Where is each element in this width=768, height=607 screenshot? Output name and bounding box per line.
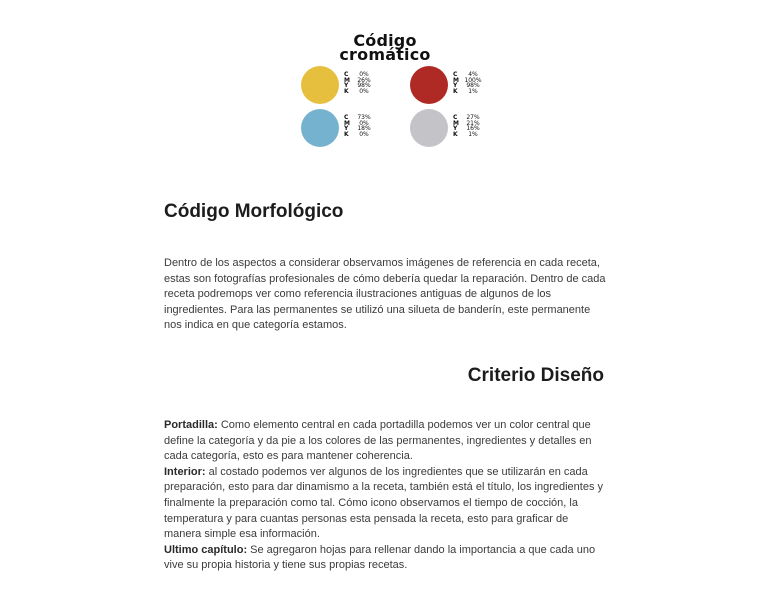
design-item-interior [164, 465, 608, 543]
design-item-ultimo [164, 543, 608, 574]
swatch-gray [410, 109, 448, 147]
cmyk-label-y: Y [453, 125, 458, 132]
cmyk-label-k: K [453, 87, 458, 95]
cmyk-label-m: M [453, 119, 459, 127]
design-item-text: Se agregaron hojas para rellenar dando la importancia a que cada uno vive su propia historia y tiene sus propias recetas. [164, 543, 596, 572]
cmyk-value-y: 16% [466, 125, 480, 132]
morph-body [164, 256, 608, 334]
cmyk-value-m: 26% [357, 76, 371, 84]
cmyk-value-k: 0% [359, 87, 369, 95]
cmyk-label-c: C [344, 71, 349, 78]
cmyk-value-k: 1% [468, 87, 478, 95]
design-item-portadilla [164, 418, 608, 465]
color-code-title-line2: cromático [339, 45, 431, 64]
cmyk-label-m: M [344, 119, 350, 127]
cmyk-label-k: K [344, 130, 349, 138]
cmyk-label-y: Y [453, 82, 458, 89]
morph-body-text: Dentro de los aspectos a considerar observamos imágenes de referencia en cada receta, estas son fotografías profesionales de cómo debería quedar la reparación. Dentro de cada receta podremops ver como referencia ilustraciones antiguas de algunos de los ingredientes. Para las permanentes se utilizó una silueta de banderín, este permanente nos indica en que categoría estamos. [164, 257, 606, 332]
cmyk-value-y: 18% [357, 125, 371, 132]
swatch-yellow [301, 66, 339, 104]
cmyk-value-c: 4% [468, 71, 478, 78]
cmyk-value-m: 21% [466, 119, 480, 127]
morph-heading: Código Morfológico [164, 201, 344, 222]
design-item-text: al costado podemos ver algunos de los ingredientes que se utilizarán en cada preparación, esto para dar dinamismo a la receta, también está el título, los ingredientes y finalmente la preparación como tal. Cómo icono observamos el tiempo de cocción, la temperatura y para cuantas personas esta pensada la receta, esto para graficar de manera simple esa información. [164, 465, 604, 541]
cmyk-value-c: 0% [359, 71, 369, 78]
swatch-blue [301, 109, 339, 147]
cmyk-label-c: C [453, 114, 458, 121]
cmyk-value-y: 98% [357, 82, 371, 89]
cmyk-value-k: 1% [468, 130, 478, 138]
cmyk-label-m: M [453, 76, 459, 84]
color-code-title [330, 31, 440, 64]
cmyk-value-c: 73% [357, 114, 371, 121]
cmyk-label-c: C [453, 71, 458, 78]
cmyk-value-m: 0% [359, 119, 369, 127]
design-item-label: Interior: [164, 465, 206, 478]
cmyk-label-m: M [344, 76, 350, 84]
cmyk-label-k: K [344, 87, 349, 95]
cmyk-label-k: K [453, 130, 458, 138]
design-item-label: Ultimo capítulo: [164, 543, 248, 556]
cmyk-label-c: C [344, 114, 349, 121]
cmyk-value-y: 98% [466, 82, 480, 89]
cmyk-values-blue [344, 115, 375, 137]
design-body [164, 418, 608, 574]
cmyk-values-yellow [344, 72, 375, 94]
cmyk-value-k: 0% [359, 130, 369, 138]
cmyk-values-red [453, 72, 484, 94]
cmyk-value-m: 100% [464, 76, 482, 84]
cmyk-label-y: Y [344, 125, 349, 132]
design-heading: Criterio Diseño [467, 365, 604, 386]
design-item-text: Como elemento central en cada portadilla podemos ver un color central que define la categoría y da pie a los colores de las permanentes, ingredientes y detalles en cada categoría, esto es para mantener coherencia. [164, 419, 592, 463]
cmyk-label-y: Y [344, 82, 349, 89]
color-code-title-line1: Código [353, 31, 417, 50]
cmyk-values-gray [453, 115, 484, 137]
cmyk-value-c: 27% [466, 114, 480, 121]
design-item-label: Portadilla: [164, 419, 218, 431]
swatch-red [410, 66, 448, 104]
